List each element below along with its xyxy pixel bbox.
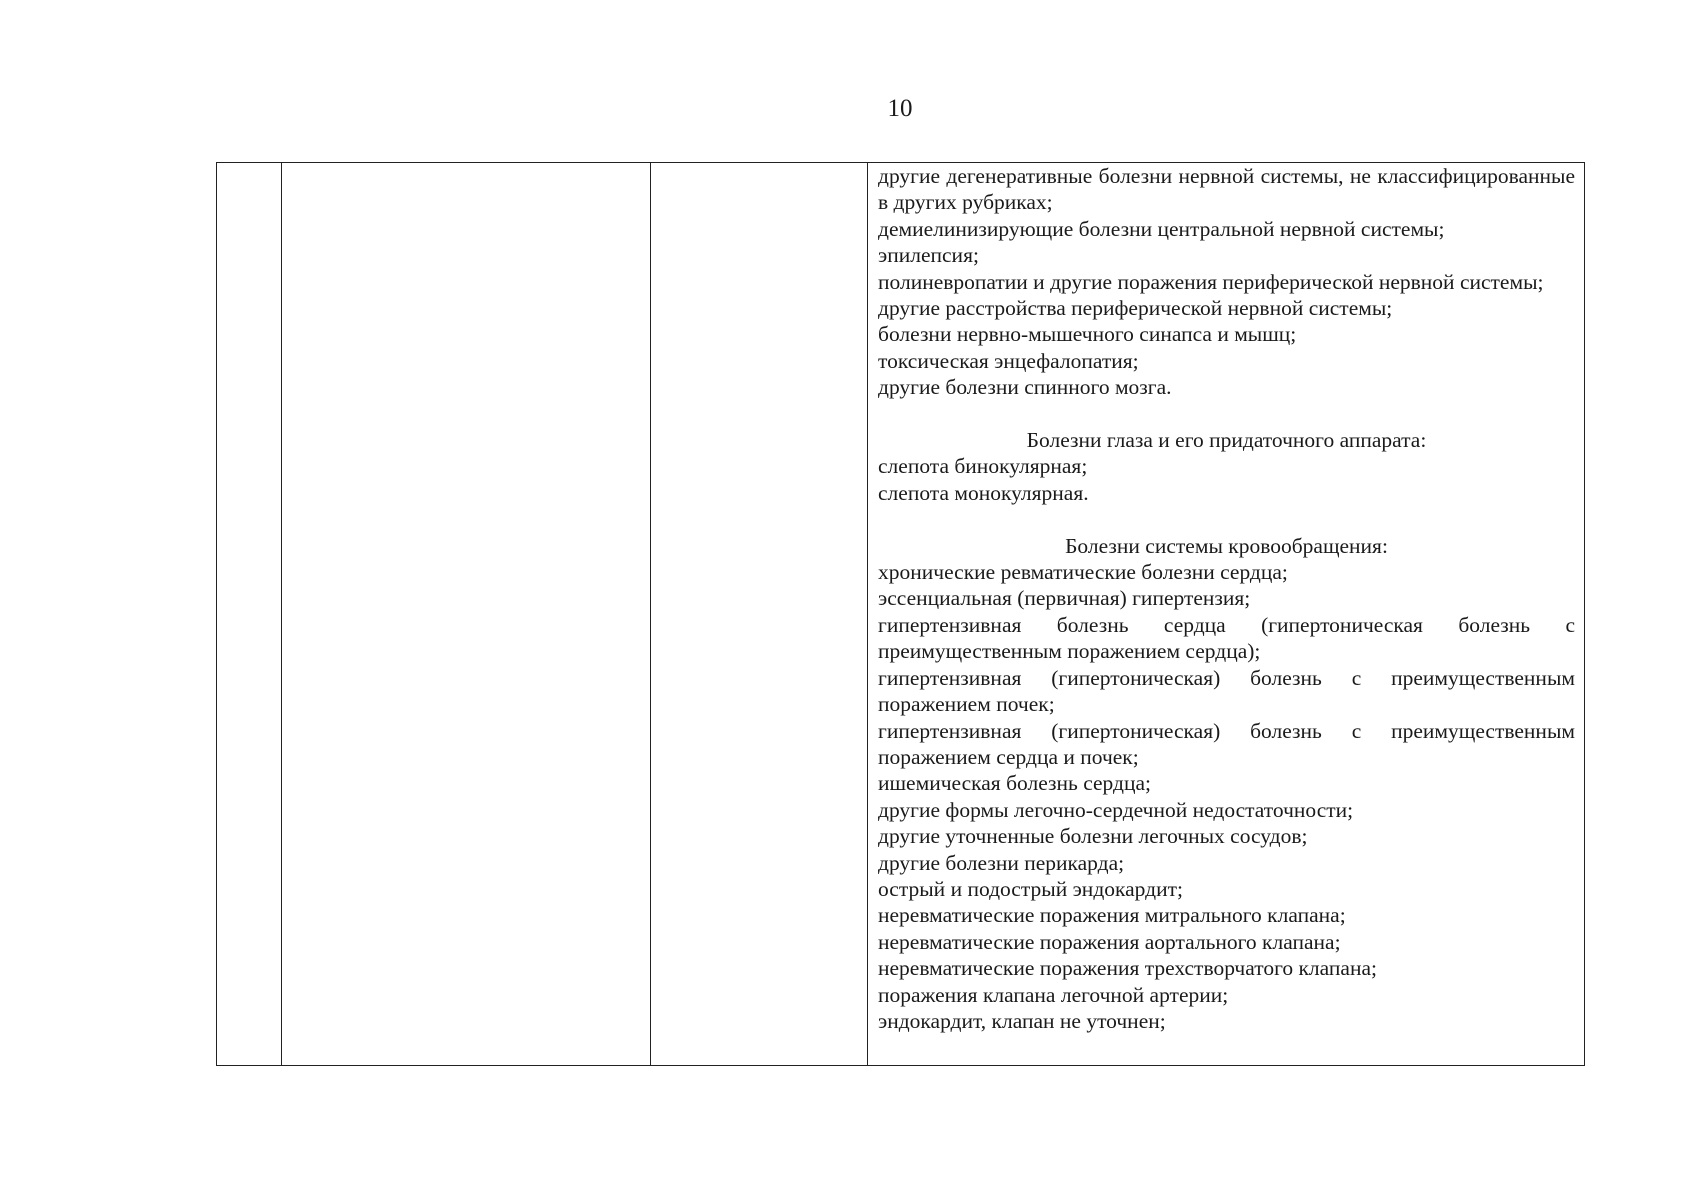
page-number: 10 bbox=[887, 95, 913, 122]
list-item: другие болезни перикарда; bbox=[878, 850, 1125, 875]
list-item: хронические ревматические болезни сердца; bbox=[878, 560, 1288, 585]
list-item: слепота монокулярная. bbox=[878, 480, 1089, 505]
list-item: другие формы легочно-сердечной недостаточности; bbox=[878, 797, 1354, 822]
table-row bbox=[217, 163, 1585, 1066]
list-item: полиневропатии и другие поражения периферической нервной системы; bbox=[878, 269, 1544, 294]
list-item: болезни нервно-мышечного синапса и мышц; bbox=[878, 322, 1297, 347]
list-item: другие расстройства периферической нервной системы; bbox=[878, 296, 1393, 321]
section-heading-eye-diseases: Болезни глаза и его придаточного аппарата: bbox=[1026, 428, 1427, 453]
list-item: острый и подострый эндокардит; bbox=[878, 876, 1183, 901]
list-item: неревматические поражения трехстворчатого клапана; bbox=[878, 956, 1377, 981]
list-item: неревматические поражения митрального клапана; bbox=[878, 903, 1346, 928]
list-item: гипертензивная (гипертоническая) болезнь с преимущественным поражением сердца и почек; bbox=[878, 718, 1575, 769]
list-item: гипертензивная болезнь сердца (гипертоническая болезнь с преимущественным поражением сердца); bbox=[878, 612, 1575, 664]
list-item: поражения клапана легочной артерии; bbox=[878, 982, 1229, 1007]
table-cell-col1 bbox=[217, 163, 282, 1066]
list-item: другие уточненные болезни легочных сосудов; bbox=[878, 824, 1308, 849]
list-item: другие болезни спинного мозга. bbox=[878, 375, 1172, 400]
list-item: демиелинизирующие болезни центральной нервной системы; bbox=[878, 216, 1445, 241]
list-item: эссенциальная (первичная) гипертензия; bbox=[878, 586, 1251, 611]
table-cell-col3 bbox=[651, 163, 868, 1066]
list-item: токсическая энцефалопатия; bbox=[878, 348, 1139, 373]
table-cell-col2 bbox=[282, 163, 651, 1066]
list-item: другие дегенеративные болезни нервной системы, не классифицированные в других рубриках; bbox=[878, 164, 1575, 215]
table-cell-diseases bbox=[868, 163, 1585, 1066]
list-item: неревматические поражения аортального клапана; bbox=[878, 929, 1341, 954]
list-item: ишемическая болезнь сердца; bbox=[878, 771, 1151, 796]
document-table bbox=[216, 162, 1585, 1066]
list-item: гипертензивная (гипертоническая) болезнь с преимущественным поражением почек; bbox=[878, 665, 1575, 717]
list-item: эпилепсия; bbox=[878, 243, 979, 268]
section-heading-circulatory-diseases: Болезни системы кровообращения: bbox=[1065, 533, 1388, 558]
list-item: слепота бинокулярная; bbox=[878, 454, 1088, 479]
list-item: эндокардит, клапан не уточнен; bbox=[878, 1008, 1166, 1033]
